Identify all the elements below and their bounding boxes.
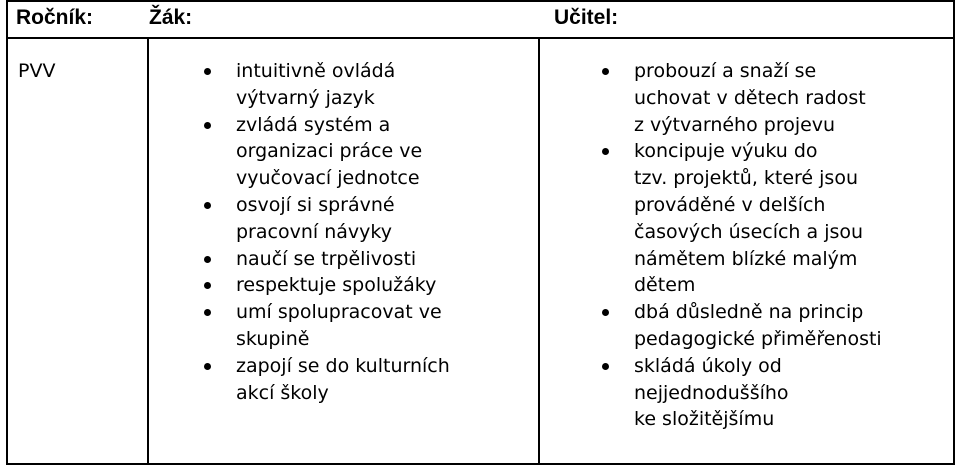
- header-teacher-label: Učitel:: [554, 6, 619, 29]
- teacher-activity-item: [634, 299, 952, 353]
- list-item-text: dětem: [634, 274, 696, 297]
- list-item-text: pedagogické přiměřenosti: [634, 327, 882, 350]
- list-item-text: naučí se trpělivosti: [236, 247, 417, 270]
- column-divider-subject: [147, 37, 149, 465]
- list-item-text: dbá důsledně na princip: [634, 301, 864, 324]
- list-item-text: probouzí a snaží se: [634, 60, 817, 82]
- student-outcome-item: [236, 192, 536, 246]
- student-outcome-item: [236, 112, 536, 192]
- student-outcome-item: [236, 246, 536, 273]
- header-grade-label: Ročník:: [16, 6, 94, 29]
- student-outcome-item: [236, 272, 536, 299]
- list-item-text: respektuje spolužáky: [236, 274, 437, 297]
- bullet-icon: [602, 148, 609, 155]
- bullet-icon: [602, 309, 609, 316]
- student-outcome-item: [236, 58, 536, 112]
- header-student-label: Žák:: [149, 6, 193, 29]
- bullet-icon: [204, 122, 211, 129]
- teacher-activity-item: [634, 138, 952, 299]
- teacher-activity-item: [634, 353, 952, 433]
- bullet-icon: [204, 256, 211, 263]
- bullet-icon: [602, 363, 609, 370]
- student-outcome-item: [236, 299, 536, 353]
- list-item-text: vyučovací jednotce: [236, 167, 420, 190]
- teacher-activity-item: [634, 58, 952, 138]
- list-item-text: tzv. projektů, které jsou: [634, 167, 859, 190]
- list-item-text: námětem blízké malým: [634, 247, 858, 270]
- teacher-activities-list: [634, 58, 952, 433]
- column-divider-teacher: [538, 37, 540, 465]
- list-item-text: nejjednoduššího: [634, 381, 789, 404]
- list-item-text: pracovní návyky: [236, 220, 392, 243]
- list-item-text: prováděné v delších: [634, 193, 826, 216]
- list-item-text: časových úsecích a jsou: [634, 220, 864, 243]
- curriculum-table: [6, 0, 955, 465]
- bullet-icon: [204, 68, 211, 75]
- list-item-text: koncipuje výuku do: [634, 140, 818, 163]
- list-item-text: akcí školy: [236, 381, 329, 404]
- table-border-left: [6, 0, 8, 465]
- bullet-icon: [204, 363, 211, 370]
- list-item-text: skupině: [236, 327, 310, 350]
- list-item-text: uchovat v dětech radost: [634, 86, 866, 109]
- bullet-icon: [204, 202, 211, 209]
- subject-name: PVV: [18, 60, 56, 82]
- bullet-icon: [204, 309, 211, 316]
- student-outcome-item: [236, 353, 536, 407]
- list-item-text: výtvarný jazyk: [236, 86, 375, 109]
- list-item-text: organizaci práce ve: [236, 140, 423, 163]
- list-item-text: osvojí si správné: [236, 193, 395, 216]
- bullet-icon: [602, 68, 609, 75]
- table-border-top: [6, 0, 955, 2]
- list-item-text: intuitivně ovládá: [236, 60, 396, 82]
- list-item-text: ke složitějšímu: [634, 408, 775, 431]
- list-item-text: skládá úkoly od: [634, 354, 782, 377]
- bullet-icon: [204, 282, 211, 289]
- student-outcomes-list: [236, 58, 536, 406]
- list-item-text: zapojí se do kulturních: [236, 354, 450, 377]
- table-border-right: [953, 0, 955, 465]
- list-item-text: zvládá systém a: [236, 113, 391, 136]
- list-item-text: umí spolupracovat ve: [236, 301, 442, 324]
- list-item-text: z výtvarného projevu: [634, 113, 836, 136]
